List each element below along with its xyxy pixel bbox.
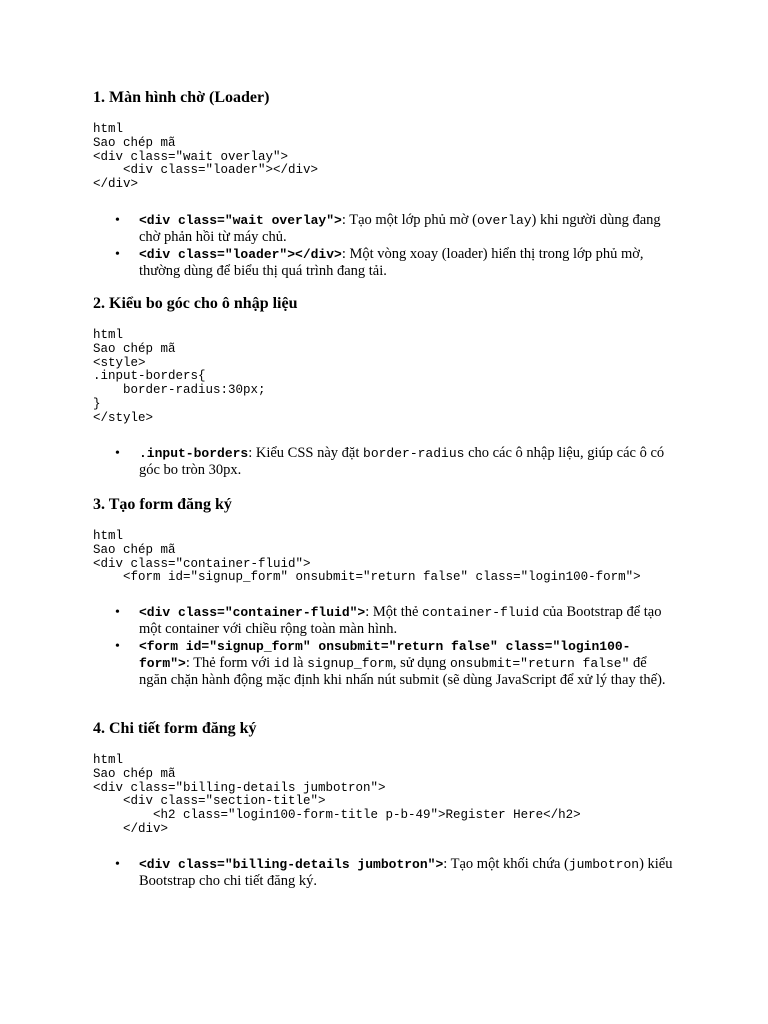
list-item <box>93 856 678 890</box>
section-title: 4. Chi tiết form đăng ký <box>93 720 257 737</box>
section-title: 2. Kiểu bo góc cho ô nhập liệu <box>93 295 298 312</box>
list-item <box>93 604 678 638</box>
inline-code: overlay <box>476 212 532 228</box>
list-item <box>93 638 678 689</box>
bullet-text: , sử dụng <box>392 655 450 672</box>
bullet-text: : Tạo một lớp phủ mờ ( <box>341 211 477 228</box>
inline-code-bold: .input-borders <box>139 445 249 461</box>
inline-code: id <box>273 656 290 672</box>
code-block: html Sao chép mã <style> .input-borders{ border-radius:30px; } </style> <box>93 328 266 425</box>
inline-code-bold: <div class="loader"></div> <box>139 246 342 262</box>
list-item <box>93 445 678 479</box>
inline-code: onsubmit="return false" <box>449 656 630 672</box>
bullet-list <box>93 212 678 280</box>
bullet-text: để ngăn chặn hành động mặc định khi nhấn nút submit (sẽ dùng JavaScript để xử lý thay thế). <box>139 655 666 689</box>
code-block: html Sao chép mã <div class="wait overlay"> <div class="loader"></div> </div> <box>93 122 319 192</box>
section-3 <box>93 495 678 689</box>
bullet-text: cho các ô nhập liệu, giúp các ô có góc bo tròn 30px. <box>139 444 665 478</box>
list-item <box>93 246 678 280</box>
section-title: 3. Tạo form đăng ký <box>93 496 232 513</box>
bullet-text: : Một vòng xoay (loader) hiển thị trong lớp phủ mờ, thường dùng để biểu thị quá trình đang tải. <box>139 245 644 279</box>
inline-code-bold: <form id="signup_form" onsubmit="return false" class="login100-form"> <box>139 639 631 672</box>
section-title: 1. Màn hình chờ (Loader) <box>93 89 270 106</box>
bullet-text: : Kiểu CSS này đặt <box>248 444 364 461</box>
bullet-text: của Bootstrap để tạo một container với chiều rộng toàn màn hình. <box>139 604 662 638</box>
bullet-text: ) kiểu Bootstrap cho chi tiết đăng ký. <box>139 855 673 889</box>
inline-code: container-fluid <box>422 605 540 621</box>
section-2 <box>93 294 678 479</box>
inline-code-bold: <div class="billing-details jumbotron"> <box>139 856 444 872</box>
bullet-list <box>93 604 678 689</box>
inline-code-bold: <div class="container-fluid"> <box>139 605 366 621</box>
code-block: html Sao chép mã <div class="container-fluid"> <form id="signup_form" onsubmit="return false" class="login100-form"> <box>93 529 641 585</box>
inline-code: border-radius <box>363 445 465 461</box>
bullet-text: là <box>289 655 308 672</box>
code-block: html Sao chép mã <div class="billing-details jumbotron"> <div class="section-title"> <h2 class="login100-form-title p-b-49">Register Here</h2> </div> <box>93 753 581 836</box>
inline-code: jumbotron <box>568 856 640 872</box>
bullet-list <box>93 856 678 890</box>
inline-code-bold: <div class="wait overlay"> <box>139 212 342 228</box>
section-4 <box>93 719 678 890</box>
bullet-text: : Tạo một khối chứa ( <box>443 855 569 872</box>
section-1 <box>93 88 678 280</box>
bullet-text: ) khi người dùng đang chờ phản hồi từ máy chủ. <box>139 211 661 245</box>
list-item <box>93 212 678 246</box>
inline-code: signup_form <box>307 656 393 672</box>
bullet-text: : Một thẻ <box>365 604 423 621</box>
bullet-list <box>93 445 678 479</box>
bullet-text: : Thẻ form với <box>185 655 274 672</box>
